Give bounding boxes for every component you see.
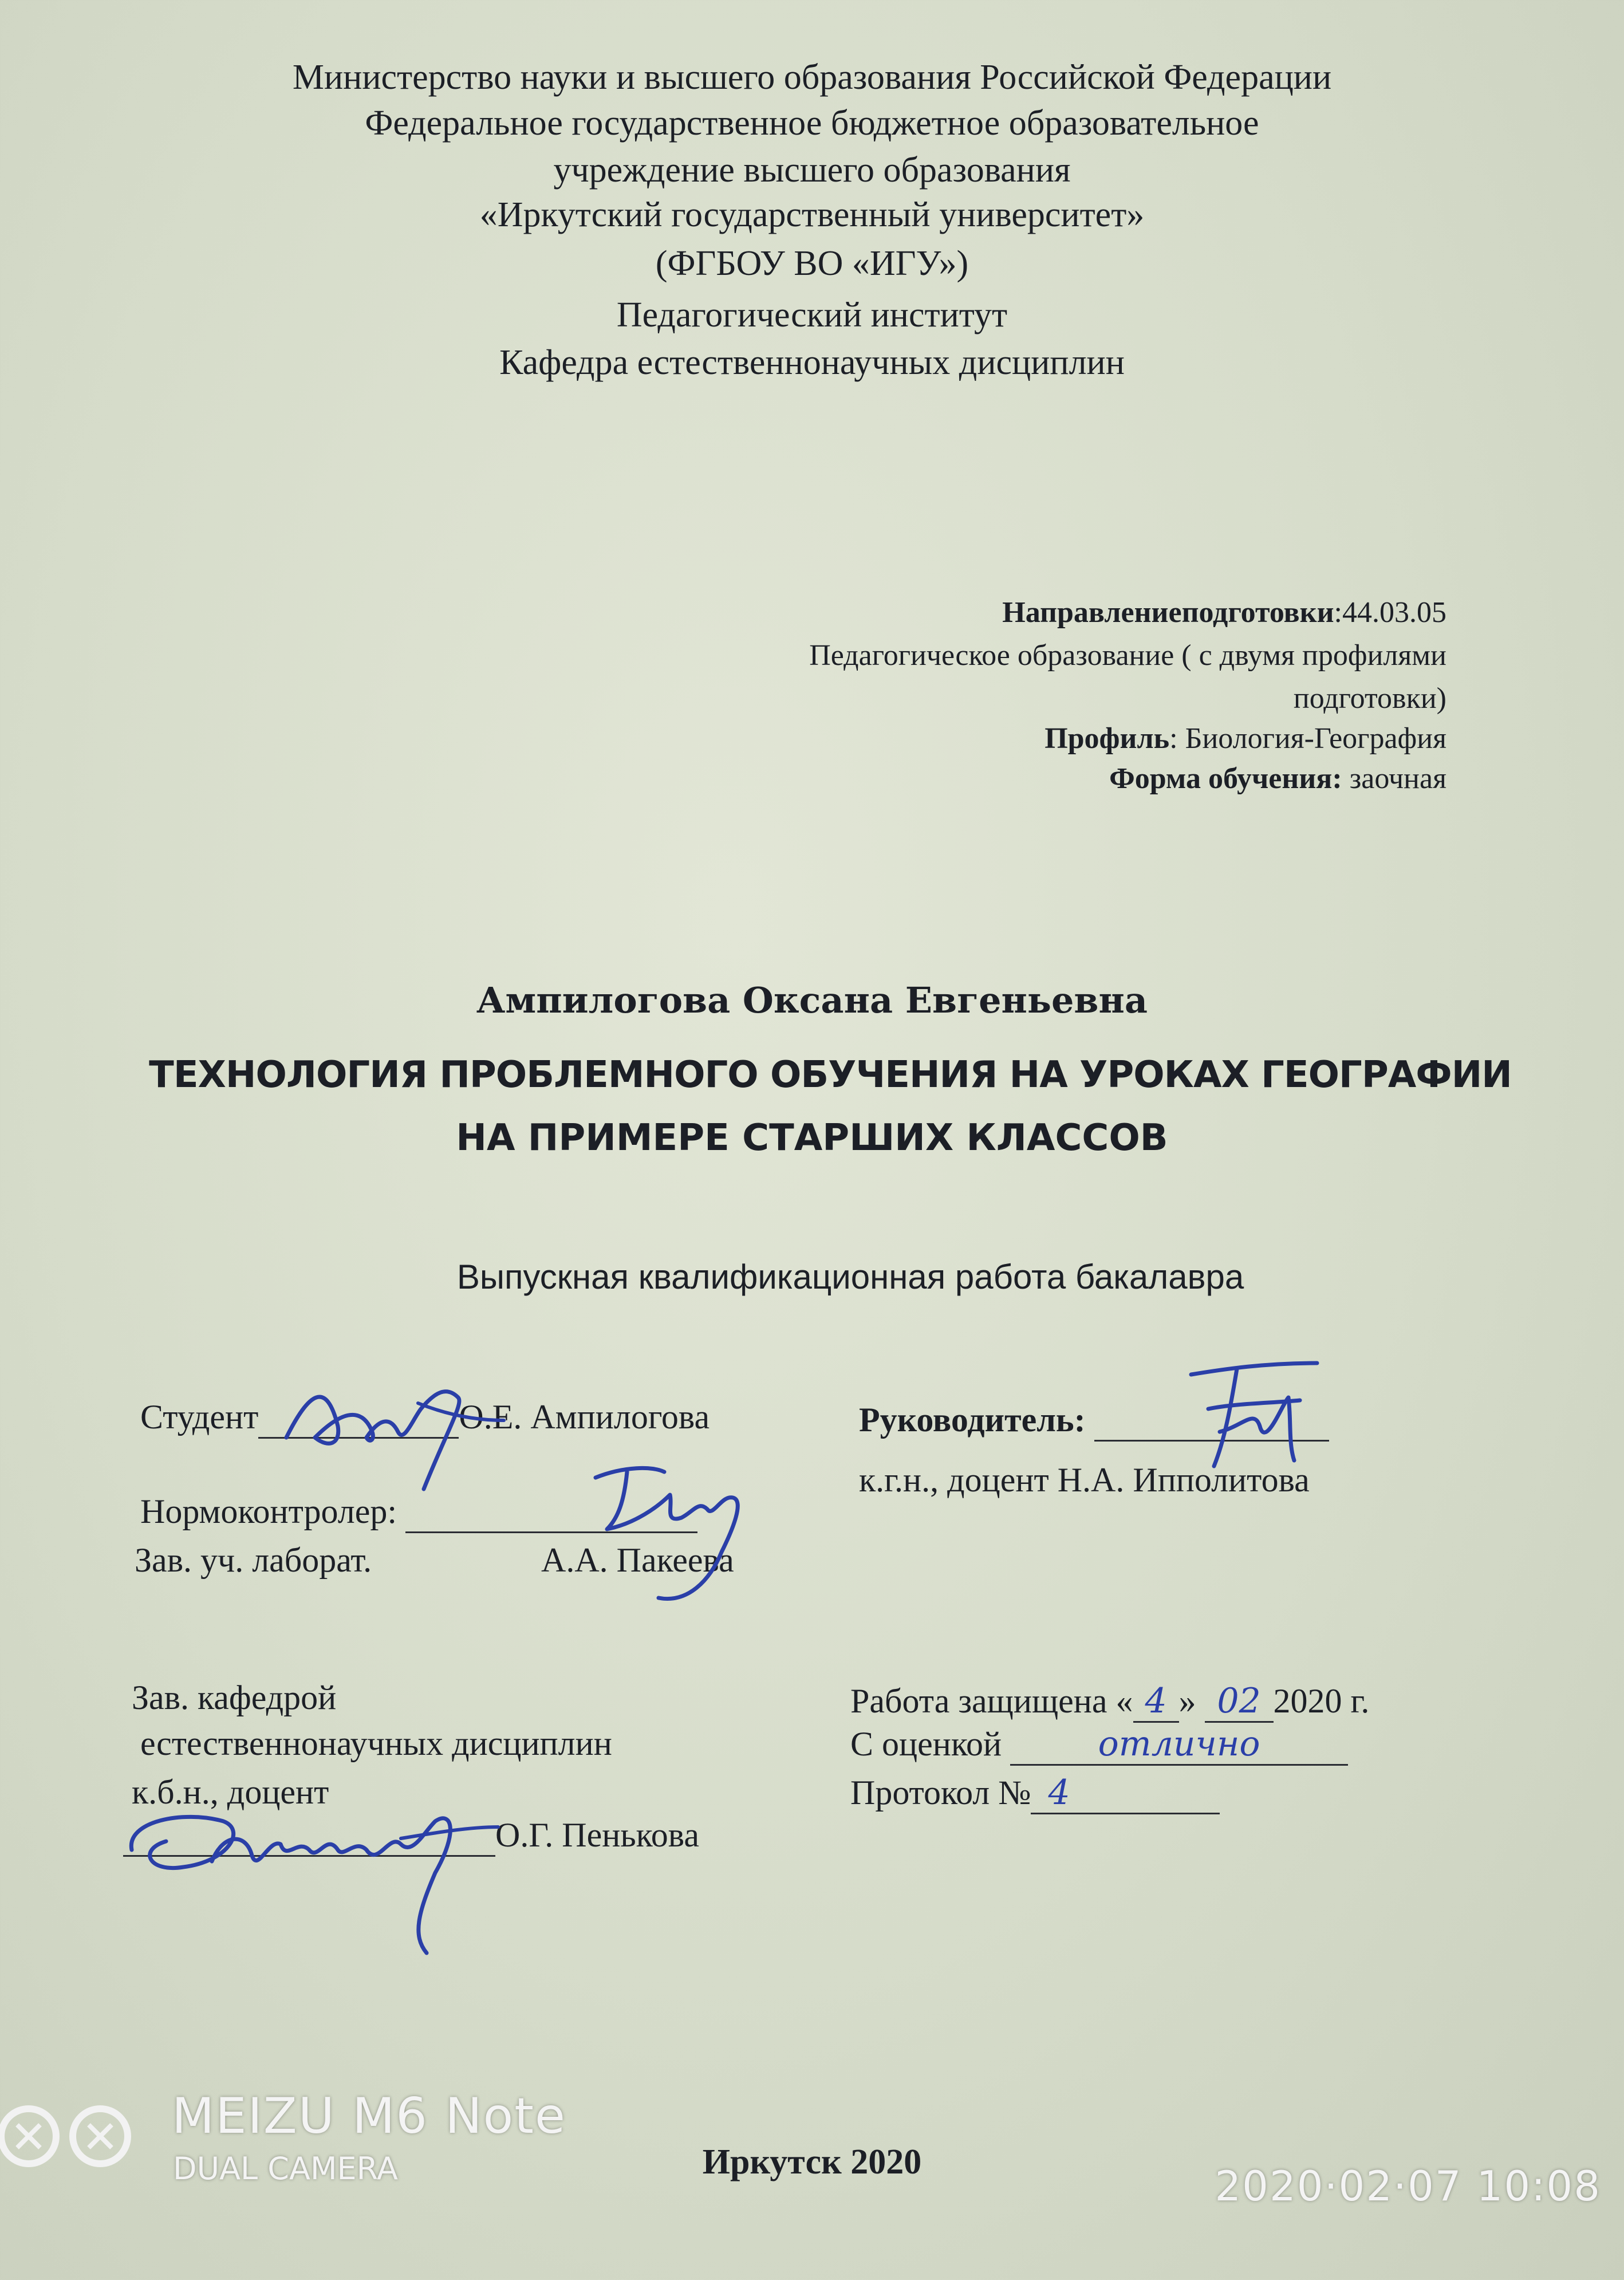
- grade-value: отлично: [1010, 1724, 1348, 1766]
- student-signature: [275, 1357, 515, 1501]
- header-line-6: Педагогический институт: [616, 296, 1008, 334]
- head-line-1: Зав. кафедрой: [132, 1679, 337, 1716]
- author-name: Ампилогова Оксана Евгеньевна: [476, 979, 1148, 1021]
- direction-line-2: Педагогическое образование ( с двумя профилями: [809, 639, 1446, 672]
- lab-line: [135, 1541, 372, 1580]
- defended-year: 2020 г.: [1273, 1682, 1370, 1720]
- lab-role: Зав. уч. лаборат.: [135, 1541, 372, 1579]
- direction-line: [1002, 596, 1446, 629]
- protocol-line: [850, 1773, 1220, 1814]
- normcontrol-label: Нормоконтролер:: [140, 1493, 397, 1530]
- photo-timestamp: 2020·02·07 10:08: [1215, 2162, 1601, 2210]
- supervisor-label: Руководитель:: [859, 1401, 1086, 1439]
- defended-quote: »: [1178, 1682, 1196, 1720]
- defended-line: [850, 1681, 1369, 1723]
- form-label: Форма обучения:: [1109, 762, 1342, 795]
- camera-lens-icon: [0, 2093, 137, 2179]
- student-label: Студент: [140, 1398, 259, 1436]
- form-value: заочная: [1342, 762, 1446, 795]
- head-name: О.Г. Пенькова: [495, 1816, 699, 1854]
- protocol-label: Протокол №: [850, 1774, 1031, 1812]
- header-line-3: учреждение высшего образования: [553, 151, 1071, 190]
- profile-value: : Биология-География: [1169, 722, 1446, 755]
- thesis-title-line-2: НА ПРИМЕРЕ СТАРШИХ КЛАССОВ: [456, 1117, 1168, 1159]
- profile-line: [1044, 722, 1446, 755]
- profile-label: Профиль: [1044, 722, 1170, 755]
- header-line-4: «Иркутский государственный университет»: [479, 195, 1145, 234]
- thesis-title-line-1: ТЕХНОЛОГИЯ ПРОБЛЕМНОГО ОБУЧЕНИЯ НА УРОКАХ ГЕОГРАФИИ: [149, 1054, 1512, 1096]
- head-line-3: к.б.н., доцент: [132, 1773, 329, 1811]
- footer-city-year: Иркутск 2020: [702, 2143, 922, 2181]
- defended-month: 02: [1205, 1681, 1274, 1723]
- header-line-5: (ФГБОУ ВО «ИГУ»): [655, 244, 969, 283]
- direction-line-3: подготовки): [1293, 682, 1446, 715]
- lab-name: А.А. Пакеева: [541, 1541, 734, 1579]
- student-name: О.Е. Ампилогова: [459, 1398, 710, 1436]
- grade-line: [850, 1724, 1348, 1766]
- work-type: Выпускная квалификационная работа бакалавра: [456, 1258, 1244, 1296]
- head-signature: [115, 1787, 504, 1959]
- grade-label: С оценкой: [850, 1725, 1002, 1763]
- header-line-1: Министерство науки и высшего образования Российской Федерации: [292, 58, 1332, 97]
- supervisor-signature: [1174, 1352, 1334, 1483]
- header-line-2: Федеральное государственное бюджетное образовательное: [365, 104, 1259, 143]
- head-line-2: естественнонаучных дисциплин: [140, 1724, 612, 1762]
- supervisor-name: к.г.н., доцент Н.А. Ипполитова: [859, 1461, 1310, 1499]
- header-line-7: Кафедра естественнонаучных дисциплин: [499, 343, 1125, 382]
- defended-label: Работа защищена «: [850, 1682, 1133, 1720]
- protocol-value: 4: [1031, 1773, 1220, 1814]
- form-line: [1109, 762, 1446, 796]
- direction-value: :44.03.05: [1334, 596, 1446, 629]
- normcontrol-signature: [573, 1455, 762, 1615]
- defended-day: 4: [1133, 1681, 1179, 1723]
- camera-sub: DUAL CAMERA: [173, 2151, 398, 2187]
- direction-label: Направлениеподготовки: [1002, 596, 1334, 629]
- camera-model: MEIZU M6 Note: [172, 2088, 566, 2145]
